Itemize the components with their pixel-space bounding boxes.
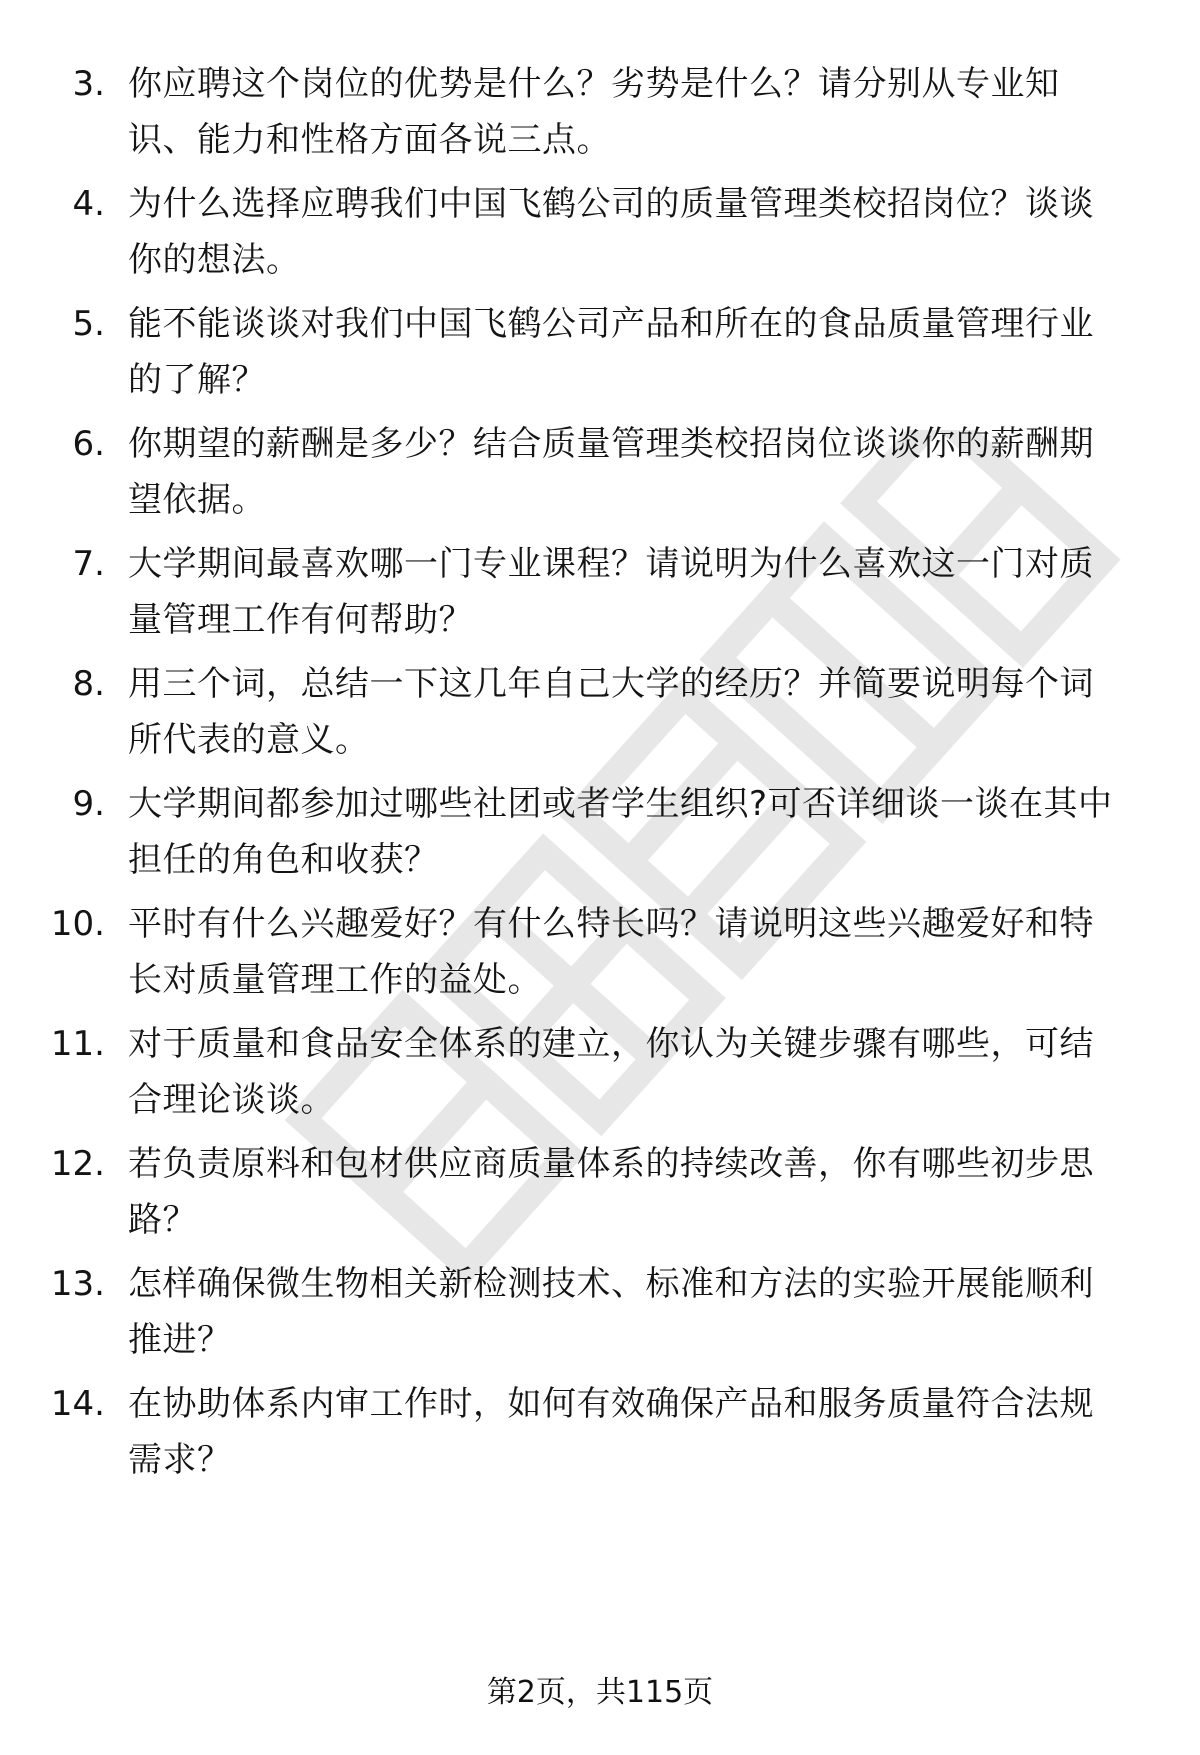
question-number: 8. — [72, 664, 105, 704]
question-text-line: 所代表的意义。 — [128, 720, 370, 760]
question-text-line: 能不能谈谈对我们中国飞鹤公司产品和所在的食品质量管理行业 — [128, 304, 1094, 344]
question-text — [128, 776, 1158, 888]
question-number: 7. — [72, 544, 105, 584]
question-item — [0, 1376, 1200, 1496]
question-text-line: 路？ — [128, 1200, 197, 1240]
question-item — [0, 776, 1200, 896]
question-item — [0, 1136, 1200, 1256]
question-text — [128, 1136, 1158, 1248]
question-text-line: 若负责原料和包材供应商质量体系的持续改善，你有哪些初步思 — [128, 1144, 1094, 1184]
question-text-line: 大学期间都参加过哪些社团或者学生组织?可否详细谈一谈在其中 — [128, 784, 1113, 824]
question-text — [128, 56, 1158, 168]
question-text-line: 用三个词，总结一下这几年自己大学的经历？并简要说明每个词 — [128, 664, 1094, 704]
question-text — [128, 1256, 1158, 1368]
question-number: 3. — [72, 64, 105, 104]
question-text-line: 识、能力和性格方面各说三点。 — [128, 120, 611, 160]
question-text-line: 的了解？ — [128, 360, 266, 400]
question-text-line: 担任的角色和收获？ — [128, 840, 439, 880]
question-text-line: 在协助体系内审工作时，如何有效确保产品和服务质量符合法规 — [128, 1384, 1094, 1424]
question-item — [0, 536, 1200, 656]
question-number: 9. — [72, 784, 105, 824]
question-text — [128, 1016, 1158, 1128]
question-text — [128, 416, 1158, 528]
question-text-line: 你的想法。 — [128, 240, 301, 280]
question-text-line: 你期望的薪酬是多少？结合质量管理类校招岗位谈谈你的薪酬期 — [128, 424, 1094, 464]
question-item — [0, 56, 1200, 176]
question-number: 13. — [50, 1264, 105, 1304]
question-number: 5. — [72, 304, 105, 344]
question-text-line: 大学期间最喜欢哪一门专业课程？请说明为什么喜欢这一门对质 — [128, 544, 1094, 584]
question-text-line: 对于质量和食品安全体系的建立，你认为关键步骤有哪些，可结 — [128, 1024, 1094, 1064]
question-number: 10. — [50, 904, 105, 944]
question-text-line: 怎样确保微生物相关新检测技术、标准和方法的实验开展能顺利 — [128, 1264, 1094, 1304]
question-text — [128, 536, 1158, 648]
question-text-line: 量管理工作有何帮助？ — [128, 600, 473, 640]
question-item — [0, 1016, 1200, 1136]
question-text-line: 长对质量管理工作的益处。 — [128, 960, 542, 1000]
question-number: 6. — [72, 424, 105, 464]
question-text-line: 合理论谈谈。 — [128, 1080, 335, 1120]
question-text-line: 推进？ — [128, 1320, 232, 1360]
question-text-line: 为什么选择应聘我们中国飞鹤公司的质量管理类校招岗位？谈谈 — [128, 184, 1094, 224]
question-item — [0, 296, 1200, 416]
question-number: 11. — [50, 1024, 105, 1064]
question-item — [0, 896, 1200, 1016]
question-item — [0, 1256, 1200, 1376]
question-number: 12. — [50, 1144, 105, 1184]
question-text-line: 望依据。 — [128, 480, 266, 520]
question-number: 4. — [72, 184, 105, 224]
question-item — [0, 416, 1200, 536]
question-text-line: 需求？ — [128, 1440, 232, 1480]
question-text-line: 你应聘这个岗位的优势是什么？劣势是什么？请分别从专业知 — [128, 64, 1060, 104]
question-text — [128, 896, 1158, 1008]
page-number: 第2页，共115页 — [486, 1675, 714, 1710]
question-text-line: 平时有什么兴趣爱好？有什么特长吗？请说明这些兴趣爱好和特 — [128, 904, 1094, 944]
question-text — [128, 176, 1158, 288]
question-number: 14. — [50, 1384, 105, 1424]
question-text — [128, 1376, 1158, 1488]
question-text — [128, 656, 1158, 768]
question-item — [0, 176, 1200, 296]
question-text — [128, 296, 1158, 408]
question-item — [0, 656, 1200, 776]
